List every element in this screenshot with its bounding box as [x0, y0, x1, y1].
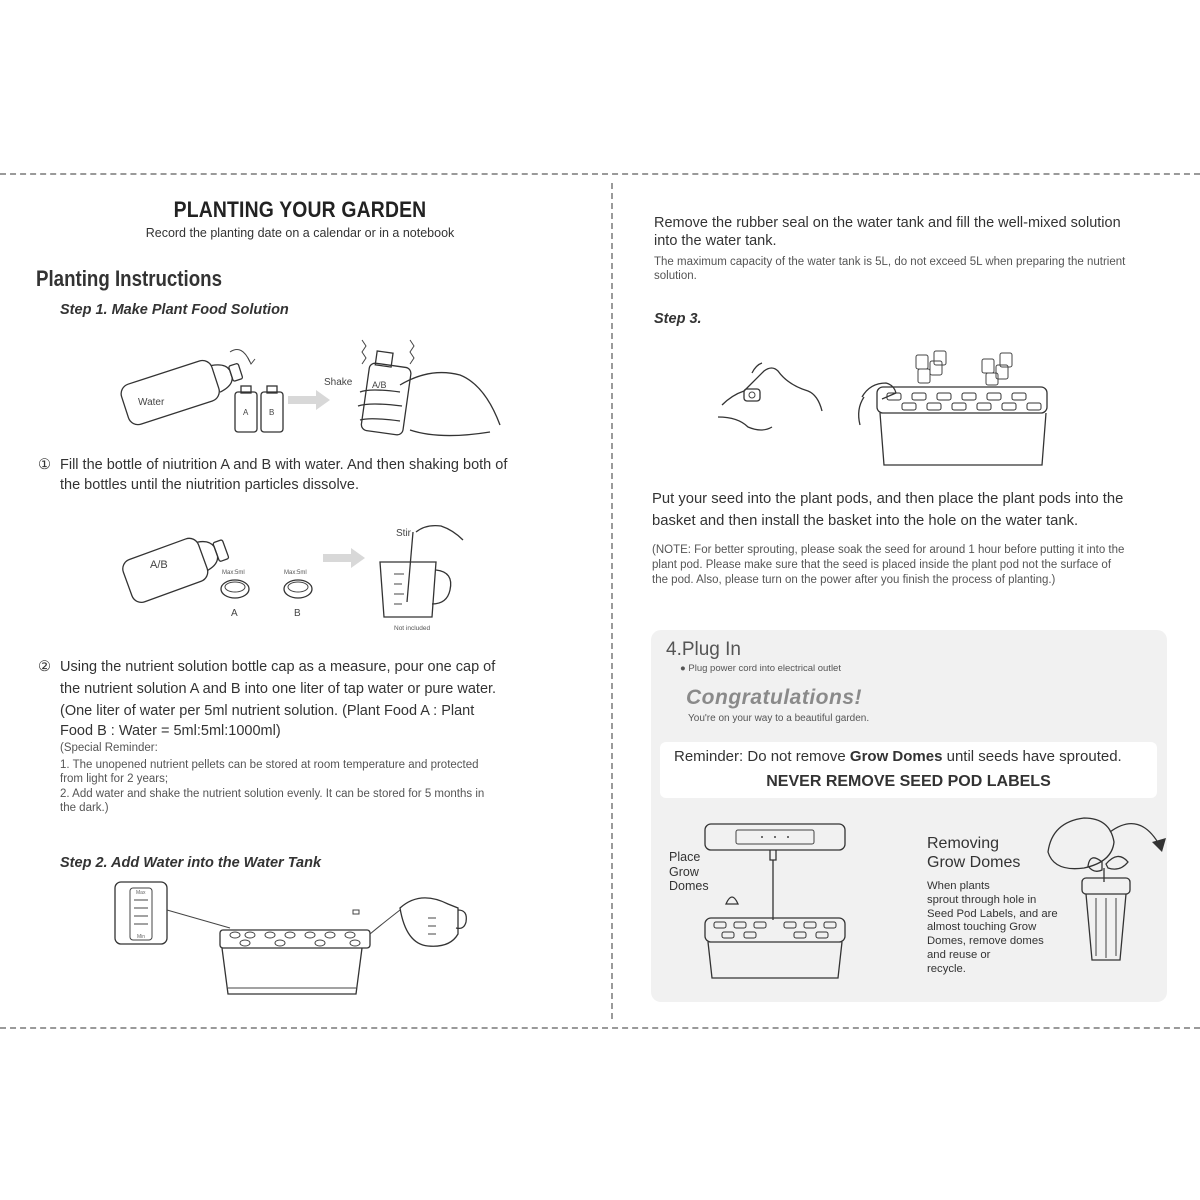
reminder-prefix: Reminder: Do not remove: [674, 748, 850, 765]
stir-label: Stir: [396, 528, 411, 539]
congratulations-subtext: You're on your way to a beautiful garden.: [688, 713, 870, 724]
reminder-line5: the dark.): [60, 802, 109, 814]
cap-a-label: A: [231, 608, 238, 619]
seed-pod-illustration: [712, 345, 1057, 470]
reminder-line3: from light for 2 years;: [60, 773, 169, 785]
reminder-line1: (Special Reminder:: [60, 742, 158, 754]
place-line: Domes: [669, 879, 709, 893]
when-line: almost touching Grow: [927, 921, 1037, 934]
item1-number: ①: [38, 457, 51, 473]
reminder-line4: 2. Add water and shake the nutrient solution evenly. It can be stored for 5 months in: [60, 788, 485, 800]
fill-bottles-illustration: [110, 330, 510, 445]
remove-seal-line1: Remove the rubber seal on the water tank and fill the well-mixed solution: [654, 215, 1121, 231]
place-line: Grow: [669, 864, 699, 879]
note-line2: plant pod. Please make sure that the seed is placed inside the plant pod not the surface of: [652, 559, 1112, 571]
top-dashed-border: [0, 173, 1200, 175]
removing-line: Grow Domes: [927, 854, 1021, 871]
bottle-a-label: A: [243, 408, 249, 417]
cap-b-max-label: Max:5ml: [284, 570, 307, 576]
page-title: PLANTING YOUR GARDEN: [173, 197, 427, 222]
center-dashed-divider: [611, 183, 613, 1019]
bottom-dashed-border: [0, 1027, 1200, 1029]
gauge-min-label: Min: [137, 934, 146, 940]
when-line: Domes, remove domes: [927, 935, 1044, 948]
page-subtitle: Record the planting date on a calendar or in a notebook: [145, 226, 455, 240]
seed-line2: basket and then install the basket into the hole on the water tank.: [652, 513, 1079, 529]
item2-line3: (One liter of water per 5ml nutrient solution. (Plant Food A : Plant: [60, 703, 475, 719]
item2-line1: Using the nutrient solution bottle cap as a measure, pour one cap of: [60, 659, 496, 675]
not-included-label: Not included: [394, 625, 431, 632]
plug-in-title: 4.Plug In: [666, 639, 741, 660]
never-remove-labels: NEVER REMOVE SEED POD LABELS: [766, 773, 1051, 790]
capacity-line2: solution.: [654, 270, 697, 282]
removing-line: Removing: [927, 835, 1000, 852]
seed-line1: Put your seed into the plant pods, and then place the plant pods into the: [652, 491, 1124, 507]
when-line: sprout through hole in: [927, 893, 1037, 906]
cap-b-label: B: [294, 608, 301, 619]
when-line: and reuse or: [927, 948, 991, 961]
measure-stir-illustration: [118, 512, 478, 634]
gauge-max-label: Max: [136, 890, 146, 896]
capacity-line1: The maximum capacity of the water tank is 5L, do not exceed 5L when preparing the nutrient: [654, 256, 1126, 268]
item1-line1: Fill the bottle of niutrition A and B with water. And then shaking both of: [60, 457, 508, 473]
reminder-line2: 1. The unopened nutrient pellets can be stored at room temperature and protected: [60, 759, 479, 771]
garden-unit-illustration: [700, 820, 850, 985]
grow-domes-reminder: [674, 748, 1122, 765]
place-line: Place: [669, 850, 701, 864]
planting-instructions-heading: Planting Instructions: [36, 266, 222, 291]
note-line1: (NOTE: For better sprouting, please soak the seed for around 1 hour before putting it into the: [652, 544, 1125, 556]
dome-removal-illustration: [1040, 812, 1160, 972]
item2-line4: Food B : Water = 5ml:5ml:1000ml): [60, 723, 281, 739]
reminder-suffix: until seeds have sprouted.: [942, 748, 1122, 765]
item2-line2: the nutrient solution A and B into one liter of tap water or pure water.: [60, 681, 497, 697]
shake-bottle-ab-label: A/B: [372, 380, 387, 390]
removing-instructions: [927, 880, 1058, 977]
step3-title: Step 3.: [654, 311, 702, 327]
when-line: recycle.: [927, 962, 966, 975]
remove-seal-line2: into the water tank.: [654, 233, 777, 249]
water-bottle-label: Water: [138, 397, 165, 408]
plug-in-bullet: ● Plug power cord into electrical outlet: [680, 663, 841, 674]
when-line: When plants: [927, 880, 990, 892]
shake-label: Shake: [324, 377, 353, 388]
cap-a-max-label: Max:5ml: [222, 570, 245, 576]
when-line: Seed Pod Labels, and are: [927, 907, 1058, 920]
stir-bottle-ab-label: A/B: [150, 559, 168, 571]
step2-title: Step 2. Add Water into the Water Tank: [60, 855, 322, 871]
bottle-b-label: B: [269, 408, 275, 417]
step1-title: Step 1. Make Plant Food Solution: [60, 302, 289, 318]
item1-line2: the bottles until the niutrition particles dissolve.: [60, 477, 360, 493]
note-line3: the pod. Also, please turn on the power after you finish the process of planting.): [652, 574, 1056, 586]
congratulations-text: Congratulations!: [686, 686, 862, 709]
item2-number: ②: [38, 659, 51, 675]
removing-grow-domes-heading: [927, 834, 1020, 872]
add-water-illustration: [110, 880, 480, 1005]
reminder-bold: Grow Domes: [849, 748, 943, 765]
